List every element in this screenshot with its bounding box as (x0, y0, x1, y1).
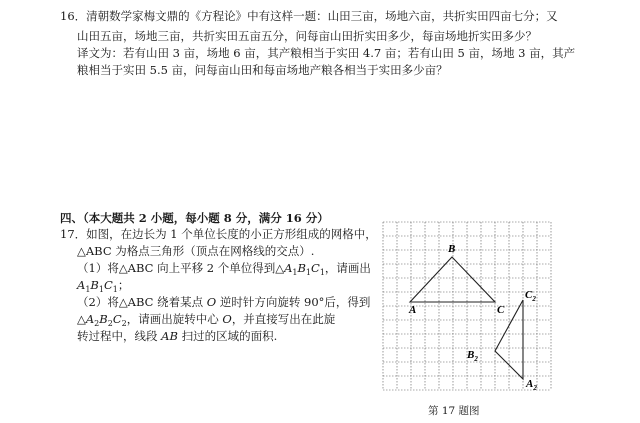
q17-part2-line-3: 转过程中，线段 AB 扫过的区域的面积. (77, 329, 278, 343)
q17-part2-line-1: （2）将△ABC 绕着某点 O 逆时针方向旋转 90°后，得到 (77, 295, 371, 309)
q17-part1-line-2: $A_1B_1C_1$； (77, 278, 130, 294)
label-c2: $C_2$ (525, 289, 536, 303)
section-heading: 四、（本大题共 2 小题，每小题 8 分，满分 16 分） (60, 211, 329, 225)
q16-line-1: 16．清朝数学家梅文鼎的《方程论》中有这样一题：山田三亩，场地六亩，共折实田四亩七分；又 (60, 9, 558, 23)
label-a2: $A_2$ (526, 378, 537, 391)
q16-line-4: 粮相当于实田 5.5 亩，问每亩山田和每亩场地产粮各相当于实田多少亩？ (77, 63, 448, 77)
q16-line-2: 山田五亩，场地三亩，共折实田五亩五分，问每亩山田折实田多少，每亩场地折实田多少？ (77, 29, 537, 43)
q16-line-3: 译文为：若有山田 3 亩，场地 6 亩，其产粮相当于实田 4.7 亩；若有山田 5 亩，场地 3 亩，其产 (77, 46, 576, 60)
figure-caption: 第 17 题图 (428, 405, 480, 417)
label-b: B (448, 243, 456, 255)
q17-line-2: △ABC 为格点三角形（顶点在网格线的交点）. (77, 244, 315, 258)
grid-figure (382, 221, 554, 391)
label-a: A (409, 304, 417, 316)
label-c: C (497, 304, 505, 316)
label-b2: $B_2$ (467, 349, 478, 363)
q17-part1-line-1: （1）将△ABC 向上平移 2 个单位得到$\triangle A_1B_1C_1$，请画出 (77, 261, 371, 277)
q17-line-1: 17．如图，在边长为 1 个单位长度的小正方形组成的网格中， (60, 227, 377, 241)
q17-part2-line-2: $\triangle A_2B_2C_2$，请画出旋转中心 O，并直接写出在此旋 (77, 312, 336, 328)
